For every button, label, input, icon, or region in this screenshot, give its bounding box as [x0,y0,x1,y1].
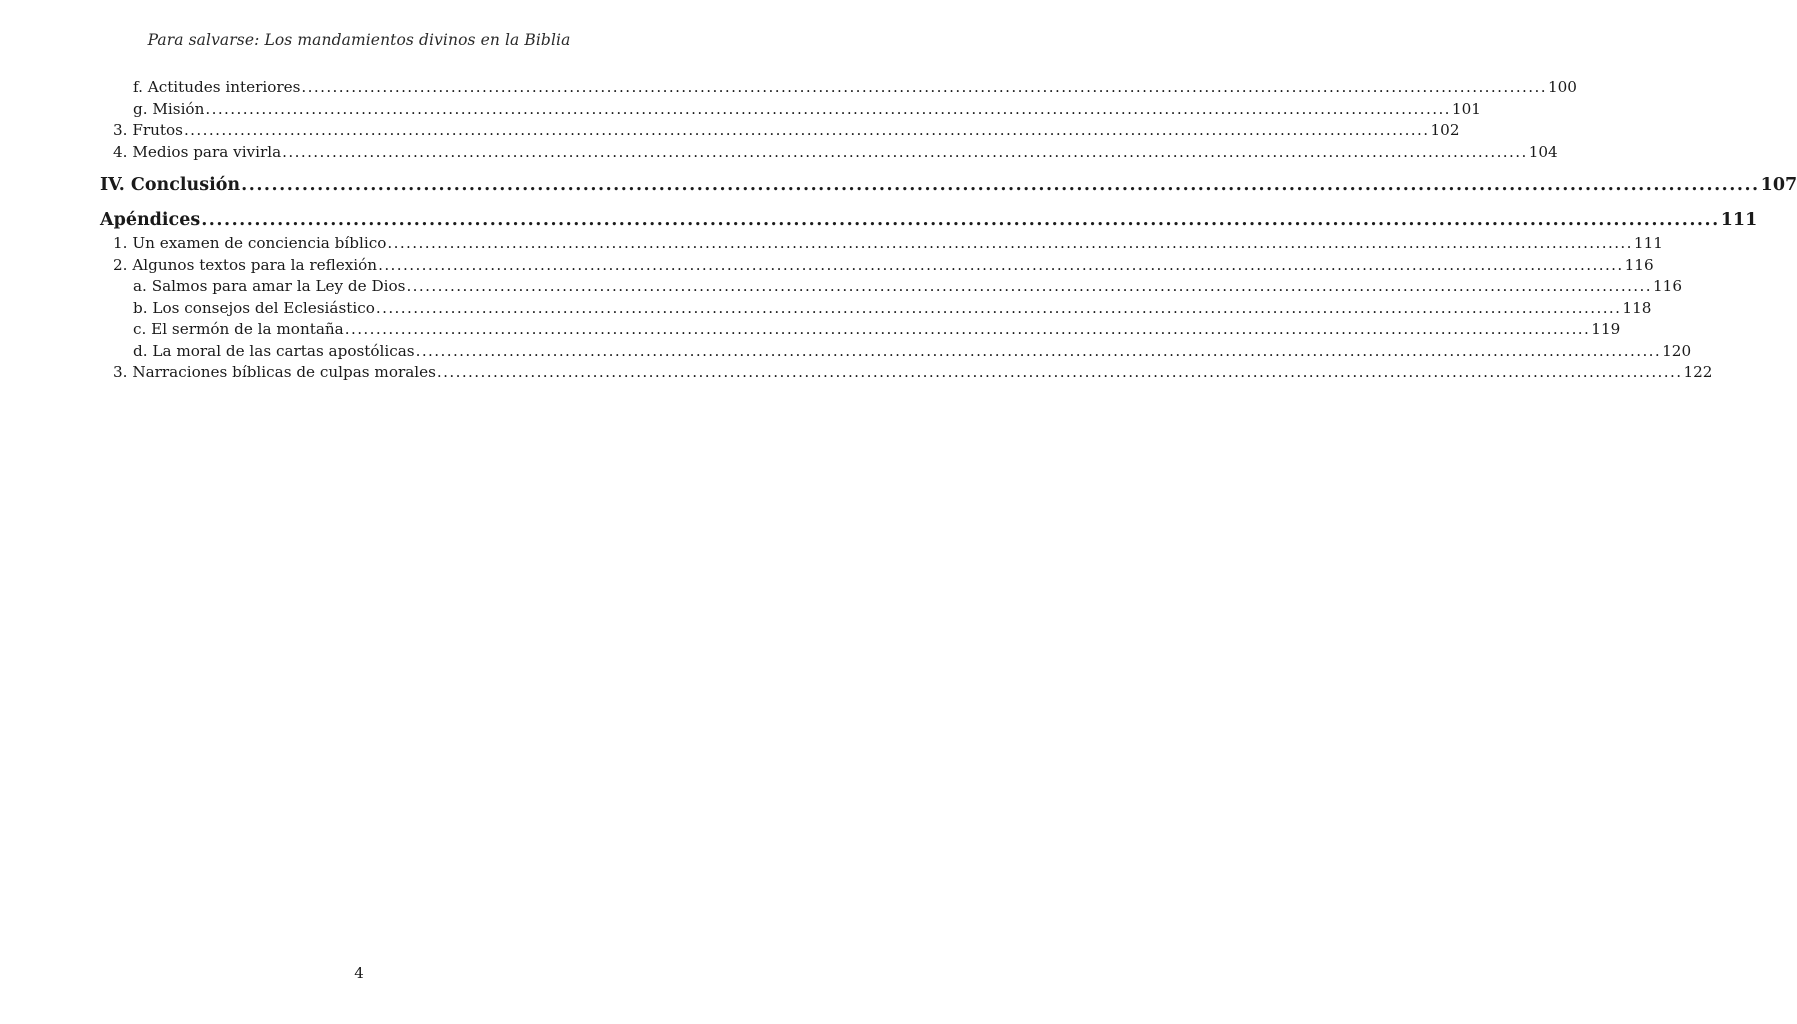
toc-section-heading [100,175,1797,199]
toc-entry-title: Apéndices [100,210,201,230]
toc-section-heading [100,210,1758,234]
toc-entry [100,320,1621,342]
table-of-contents [100,78,1797,385]
toc-entry-page: 119 [1591,320,1621,338]
page-number: 4 [354,964,364,982]
dot-leader: ........................................................................................................................................................................................................ [387,234,1633,252]
toc-entry-title: 3. Frutos [113,121,183,139]
dot-leader: ........................................................................................................................................................................................................ [415,341,1662,360]
toc-entry [100,363,1713,385]
toc-entry-title: 1. Un examen de conciencia bíblico [113,234,387,252]
toc-entry [100,121,1460,143]
toc-entry-page: 102 [1430,121,1460,139]
running-header: Para salvarse: Los mandamientos divinos en la Biblia [147,31,571,49]
dot-leader: ........................................................................................................................................................................................................ [406,277,1652,295]
toc-entry-title: 4. Medios para vivirla [113,142,282,161]
toc-entry [100,341,1692,364]
toc-entry [100,277,1682,299]
toc-entry [100,99,1481,122]
toc-entry-title: 2. Algunos textos para la reflexión [113,255,378,274]
dot-leader: ........................................................................................................................................................................................................ [301,78,1547,96]
toc-entry-title: g. Misión [133,99,205,118]
toc-entry [100,142,1558,165]
toc-entry [100,298,1652,321]
toc-entry [100,255,1654,278]
toc-entry-title: f. Actitudes interiores [133,78,301,96]
dot-leader: ........................................................................................................................................................................................................ [282,142,1528,161]
toc-entry-page: 111 [1633,234,1663,252]
toc-entry-title: b. Los consejos del Eclesiástico [133,298,375,317]
dot-leader: ........................................................................................................................................................................................................ [241,175,1760,195]
toc-entry [100,234,1663,256]
toc-entry-page: 104 [1528,142,1558,161]
toc-entry-title: 3. Narraciones bíblicas de culpas morales [113,363,436,381]
toc-entry-title: c. El sermón de la montaña [133,320,344,338]
toc-entry-page: 122 [1683,363,1713,381]
toc-entry-page: 118 [1622,298,1652,317]
toc-entry-page: 120 [1662,341,1692,360]
toc-entry [100,78,1577,100]
toc-entry-page: 111 [1720,210,1758,230]
toc-entry-title: a. Salmos para amar la Ley de Dios [133,277,406,295]
dot-leader: ........................................................................................................................................................................................................ [436,363,1683,381]
toc-entry-title: IV. Conclusión [100,175,241,195]
toc-entry-page: 101 [1451,99,1481,118]
toc-entry-page: 116 [1624,255,1654,274]
toc-entry-page: 100 [1547,78,1577,96]
toc-entry-page: 116 [1653,277,1682,295]
dot-leader: ........................................................................................................................................................................................................ [205,99,1451,118]
toc-entry-title: d. La moral de las cartas apostólicas [133,341,415,360]
dot-leader: ........................................................................................................................................................................................................ [183,121,1430,139]
dot-leader: ........................................................................................................................................................................................................ [201,210,1720,230]
dot-leader: ........................................................................................................................................................................................................ [375,298,1622,317]
toc-entry-page: 107 [1760,175,1797,195]
dot-leader: ........................................................................................................................................................................................................ [344,320,1591,338]
dot-leader: ........................................................................................................................................................................................................ [378,255,1624,274]
